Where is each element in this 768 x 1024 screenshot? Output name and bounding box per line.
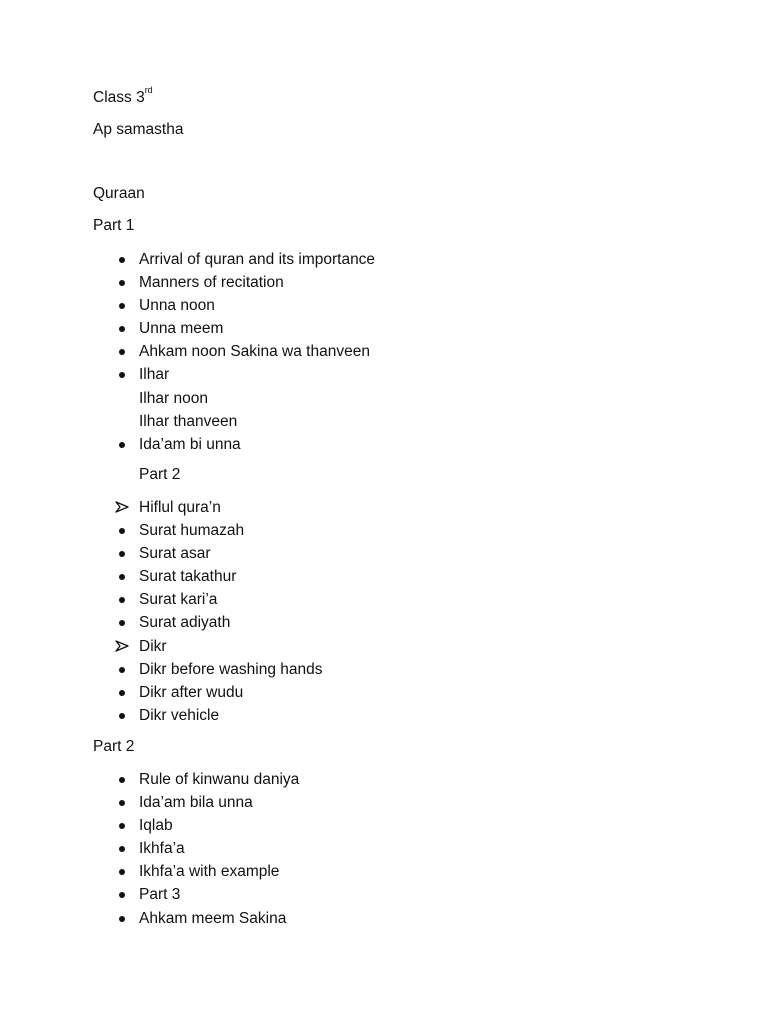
subject-heading: Quraan: [93, 185, 145, 202]
class-label: Class 3: [93, 89, 145, 106]
list-item: [93, 681, 323, 704]
list-item-text: Dikr after wudu: [139, 683, 244, 701]
list-item: [93, 565, 323, 588]
list-item-text: Surat humazah: [139, 522, 245, 540]
list-item-text: Surat takathur: [139, 568, 237, 586]
list-item: [93, 271, 375, 294]
list-item: [93, 658, 323, 681]
class-suffix: rd: [144, 85, 153, 95]
list-item-text: Dikr vehicle: [139, 706, 220, 724]
list-item-text: Surat adiyath: [139, 614, 231, 632]
list-item: [93, 837, 299, 860]
list-sub-item: [93, 387, 375, 410]
list-sub-item: [93, 410, 375, 433]
list-item: [93, 704, 323, 727]
list-item-text: Surat asar: [139, 545, 211, 563]
list-item: [93, 433, 375, 456]
list-item: [93, 363, 375, 386]
list-item-text: Ilhar noon: [139, 389, 208, 407]
section-2-title: Part 2: [139, 466, 181, 483]
list-item-text: Ilhar thanveen: [139, 412, 238, 430]
list-item-text: Ikhfa’a with example: [139, 863, 280, 881]
list-item: [93, 588, 323, 611]
list-item: [93, 883, 299, 906]
list-item: [93, 317, 375, 340]
list-item-text: Ikhfa’a: [139, 840, 185, 858]
list-item: [93, 635, 323, 658]
list-item-text: Surat kari’a: [139, 591, 218, 609]
list-item: [93, 814, 299, 837]
list-item: [93, 791, 299, 814]
list-item: [93, 907, 299, 930]
section-1-title: Part 1: [93, 217, 135, 234]
list-item: [93, 519, 323, 542]
list-item-text: Iqlab: [139, 817, 173, 835]
section-2-list: [93, 496, 323, 727]
list-item: [93, 542, 323, 565]
org-name: Ap samastha: [93, 121, 184, 138]
list-item: [93, 248, 375, 271]
list-item-text: Rule of kinwanu daniya: [139, 771, 300, 788]
list-item: [93, 496, 323, 519]
list-item-text: Part 3: [139, 886, 181, 904]
list-item-text: Unna noon: [139, 297, 215, 315]
list-item-text: Unna meem: [139, 320, 224, 338]
list-item: [93, 860, 299, 883]
list-item-text: Manners of recitation: [139, 274, 284, 292]
list-item: [93, 340, 375, 363]
list-item-text: Arrival of quran and its importance: [139, 251, 376, 268]
list-item-text: Dikr before washing hands: [139, 660, 323, 678]
section-3-list: [93, 768, 299, 930]
list-item-text: Ilhar: [139, 366, 170, 384]
section-1-list: [93, 248, 375, 456]
list-item: [93, 294, 375, 317]
list-item: [93, 768, 299, 791]
list-item-text: Dikr: [139, 637, 167, 655]
list-item: [93, 611, 323, 634]
list-item-text: Ida’am bi unna: [139, 435, 241, 453]
section-3-title: Part 2: [93, 738, 135, 755]
list-item-text: Ida’am bila unna: [139, 794, 253, 812]
list-item-text: Hiflul qura’n: [139, 499, 221, 516]
list-item-text: Ahkam meem Sakina: [139, 909, 287, 927]
list-item-text: Ahkam noon Sakina wa thanveen: [139, 343, 370, 361]
class-heading: [93, 86, 153, 110]
